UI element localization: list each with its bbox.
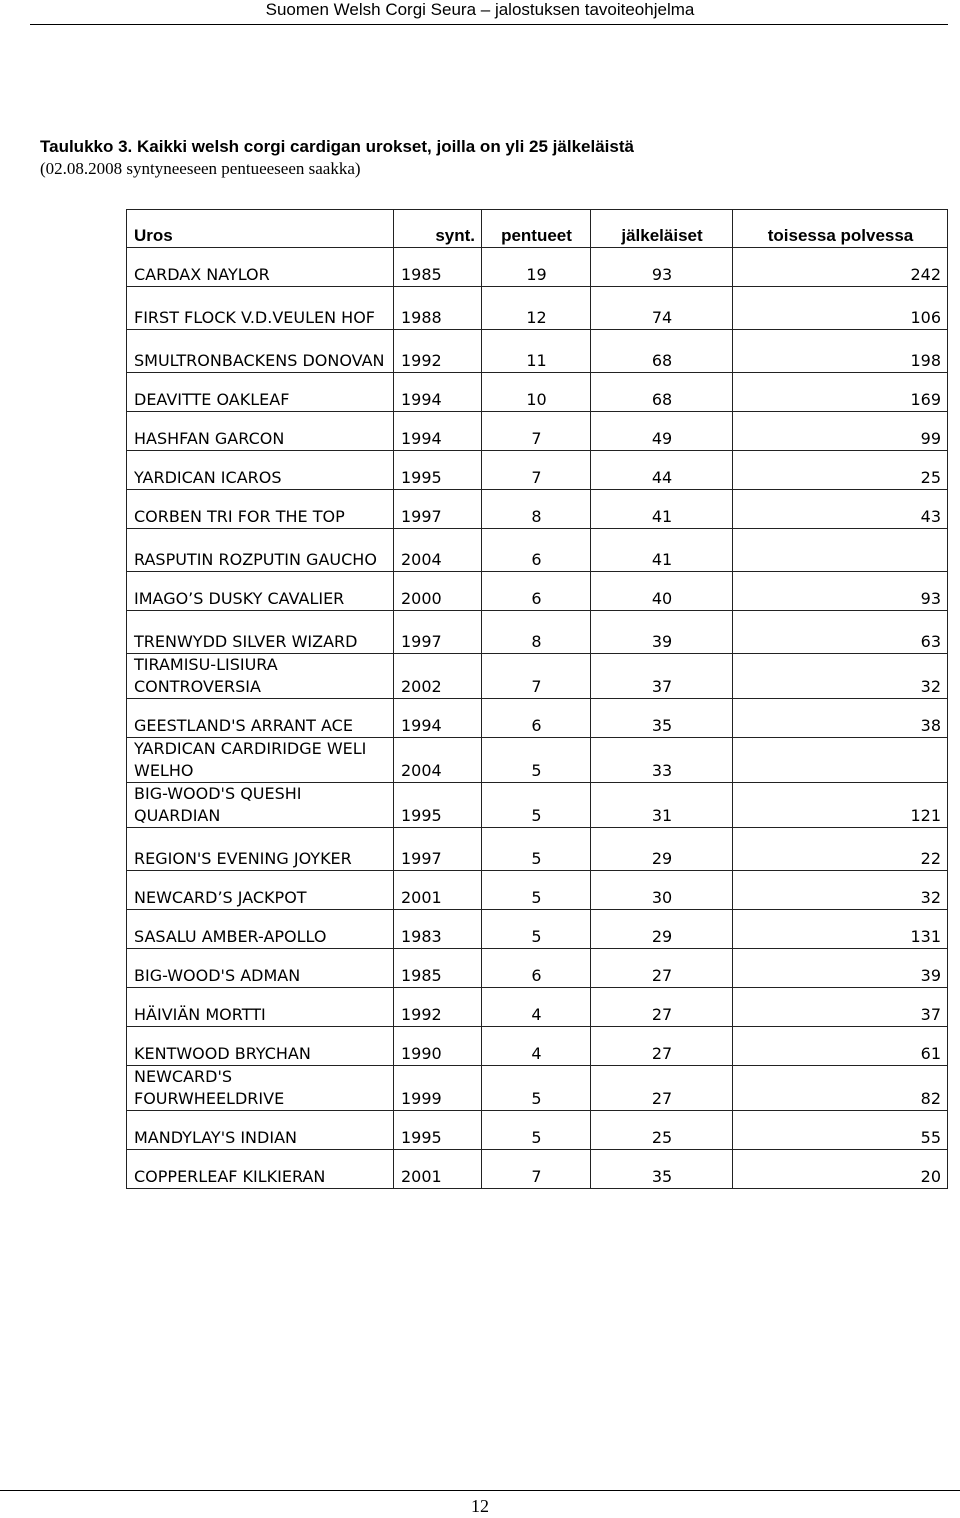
cell-synt: 2001 xyxy=(394,871,482,910)
cell-jalkelaiset: 40 xyxy=(591,572,733,611)
cell-synt: 1988 xyxy=(394,287,482,330)
cell-pentueet: 8 xyxy=(482,490,591,529)
header-toisessa-polvessa: toisessa polvessa xyxy=(733,210,948,248)
cell-uros: TIRAMISU-LISIURA CONTROVERSIA xyxy=(127,654,394,699)
cell-jalkelaiset: 33 xyxy=(591,738,733,783)
cell-toisessa-polvessa: 198 xyxy=(733,330,948,373)
cell-jalkelaiset: 37 xyxy=(591,654,733,699)
cell-synt: 1994 xyxy=(394,699,482,738)
cell-pentueet: 7 xyxy=(482,654,591,699)
cell-toisessa-polvessa: 20 xyxy=(733,1150,948,1189)
table-header-row xyxy=(127,210,948,248)
cell-jalkelaiset: 29 xyxy=(591,828,733,871)
cell-toisessa-polvessa: 25 xyxy=(733,451,948,490)
cell-uros: FIRST FLOCK V.D.VEULEN HOF xyxy=(127,287,394,330)
cell-toisessa-polvessa: 82 xyxy=(733,1066,948,1111)
cell-uros: TRENWYDD SILVER WIZARD xyxy=(127,611,394,654)
table-row xyxy=(127,330,948,373)
cell-uros: IMAGO’S DUSKY CAVALIER xyxy=(127,572,394,611)
cell-pentueet: 7 xyxy=(482,451,591,490)
cell-synt: 1992 xyxy=(394,330,482,373)
cell-toisessa-polvessa: 131 xyxy=(733,910,948,949)
cell-toisessa-polvessa: 37 xyxy=(733,988,948,1027)
header-synt: synt. xyxy=(394,210,482,248)
cell-synt: 1999 xyxy=(394,1066,482,1111)
table-row xyxy=(127,1066,948,1111)
cell-synt: 1994 xyxy=(394,373,482,412)
cell-toisessa-polvessa: 32 xyxy=(733,871,948,910)
cell-jalkelaiset: 68 xyxy=(591,330,733,373)
cell-synt: 1985 xyxy=(394,248,482,287)
cell-synt: 1992 xyxy=(394,988,482,1027)
cell-uros: CORBEN TRI FOR THE TOP xyxy=(127,490,394,529)
cell-toisessa-polvessa: 38 xyxy=(733,699,948,738)
cell-jalkelaiset: 35 xyxy=(591,1150,733,1189)
cell-uros: REGION'S EVENING JOYKER xyxy=(127,828,394,871)
header-pentueet: pentueet xyxy=(482,210,591,248)
cell-pentueet: 5 xyxy=(482,738,591,783)
table-row xyxy=(127,783,948,828)
cell-pentueet: 5 xyxy=(482,871,591,910)
cell-synt: 2004 xyxy=(394,529,482,572)
cell-jalkelaiset: 35 xyxy=(591,699,733,738)
cell-jalkelaiset: 41 xyxy=(591,490,733,529)
sires-table xyxy=(126,209,948,1189)
table-row xyxy=(127,910,948,949)
cell-uros: BIG-WOOD'S ADMAN xyxy=(127,949,394,988)
cell-uros: RASPUTIN ROZPUTIN GAUCHO xyxy=(127,529,394,572)
cell-synt: 1983 xyxy=(394,910,482,949)
footer-divider xyxy=(0,1490,960,1491)
cell-pentueet: 4 xyxy=(482,988,591,1027)
header-uros: Uros xyxy=(127,210,394,248)
cell-toisessa-polvessa: 169 xyxy=(733,373,948,412)
cell-pentueet: 4 xyxy=(482,1027,591,1066)
cell-jalkelaiset: 27 xyxy=(591,1066,733,1111)
table-row xyxy=(127,611,948,654)
cell-uros: KENTWOOD BRYCHAN xyxy=(127,1027,394,1066)
table-row xyxy=(127,287,948,330)
cell-jalkelaiset: 44 xyxy=(591,451,733,490)
cell-pentueet: 6 xyxy=(482,949,591,988)
cell-uros: YARDICAN CARDIRIDGE WELI WELHO xyxy=(127,738,394,783)
table-row xyxy=(127,988,948,1027)
cell-synt: 1994 xyxy=(394,412,482,451)
page-number: 12 xyxy=(471,1496,489,1516)
cell-pentueet: 10 xyxy=(482,373,591,412)
table-row xyxy=(127,1150,948,1189)
cell-synt: 1995 xyxy=(394,1111,482,1150)
caption-subtitle: (02.08.2008 syntyneeseen pentueeseen saakka) xyxy=(40,159,361,178)
header-jalkelaiset: jälkeläiset xyxy=(591,210,733,248)
cell-toisessa-polvessa xyxy=(733,529,948,572)
table-row xyxy=(127,699,948,738)
cell-pentueet: 5 xyxy=(482,783,591,828)
cell-toisessa-polvessa: 242 xyxy=(733,248,948,287)
table-row xyxy=(127,248,948,287)
cell-toisessa-polvessa: 55 xyxy=(733,1111,948,1150)
cell-pentueet: 6 xyxy=(482,572,591,611)
cell-uros: SMULTRONBACKENS DONOVAN xyxy=(127,330,394,373)
cell-synt: 2001 xyxy=(394,1150,482,1189)
cell-toisessa-polvessa xyxy=(733,738,948,783)
cell-uros: BIG-WOOD'S QUESHI QUARDIAN xyxy=(127,783,394,828)
cell-synt: 1997 xyxy=(394,828,482,871)
table-row xyxy=(127,529,948,572)
cell-uros: DEAVITTE OAKLEAF xyxy=(127,373,394,412)
cell-uros: MANDYLAY'S INDIAN xyxy=(127,1111,394,1150)
cell-uros: HASHFAN GARCON xyxy=(127,412,394,451)
table-row xyxy=(127,738,948,783)
cell-pentueet: 7 xyxy=(482,412,591,451)
cell-pentueet: 12 xyxy=(482,287,591,330)
cell-synt: 1985 xyxy=(394,949,482,988)
cell-pentueet: 5 xyxy=(482,1111,591,1150)
cell-uros: NEWCARD’S JACKPOT xyxy=(127,871,394,910)
table-row xyxy=(127,654,948,699)
cell-pentueet: 6 xyxy=(482,529,591,572)
cell-toisessa-polvessa: 121 xyxy=(733,783,948,828)
cell-uros: COPPERLEAF KILKIERAN xyxy=(127,1150,394,1189)
cell-pentueet: 5 xyxy=(482,1066,591,1111)
table-row xyxy=(127,1027,948,1066)
cell-jalkelaiset: 31 xyxy=(591,783,733,828)
cell-jalkelaiset: 27 xyxy=(591,949,733,988)
cell-synt: 1995 xyxy=(394,451,482,490)
cell-jalkelaiset: 30 xyxy=(591,871,733,910)
cell-synt: 1997 xyxy=(394,611,482,654)
cell-jalkelaiset: 49 xyxy=(591,412,733,451)
cell-jalkelaiset: 27 xyxy=(591,988,733,1027)
cell-uros: GEESTLAND'S ARRANT ACE xyxy=(127,699,394,738)
table-row xyxy=(127,451,948,490)
cell-synt: 2002 xyxy=(394,654,482,699)
table-row xyxy=(127,949,948,988)
page-header: Suomen Welsh Corgi Seura – jalostuksen tavoiteohjelma xyxy=(265,0,695,19)
cell-uros: NEWCARD'S FOURWHEELDRIVE xyxy=(127,1066,394,1111)
cell-pentueet: 7 xyxy=(482,1150,591,1189)
cell-synt: 1990 xyxy=(394,1027,482,1066)
cell-uros: YARDICAN ICAROS xyxy=(127,451,394,490)
cell-toisessa-polvessa: 39 xyxy=(733,949,948,988)
cell-toisessa-polvessa: 99 xyxy=(733,412,948,451)
cell-uros: HÄIVIÄN MORTTI xyxy=(127,988,394,1027)
caption-title: Taulukko 3. Kaikki welsh corgi cardigan urokset, joilla on yli 25 jälkeläistä xyxy=(40,137,634,156)
table-row xyxy=(127,373,948,412)
cell-pentueet: 5 xyxy=(482,910,591,949)
cell-synt: 1995 xyxy=(394,783,482,828)
cell-toisessa-polvessa: 43 xyxy=(733,490,948,529)
cell-toisessa-polvessa: 32 xyxy=(733,654,948,699)
cell-jalkelaiset: 25 xyxy=(591,1111,733,1150)
cell-toisessa-polvessa: 63 xyxy=(733,611,948,654)
table-row xyxy=(127,412,948,451)
cell-jalkelaiset: 93 xyxy=(591,248,733,287)
cell-pentueet: 8 xyxy=(482,611,591,654)
table-body xyxy=(127,248,948,1189)
cell-uros: SASALU AMBER-APOLLO xyxy=(127,910,394,949)
header-divider xyxy=(30,24,948,25)
cell-toisessa-polvessa: 61 xyxy=(733,1027,948,1066)
cell-pentueet: 19 xyxy=(482,248,591,287)
cell-jalkelaiset: 27 xyxy=(591,1027,733,1066)
cell-toisessa-polvessa: 106 xyxy=(733,287,948,330)
table-row xyxy=(127,871,948,910)
cell-synt: 2000 xyxy=(394,572,482,611)
table-row xyxy=(127,572,948,611)
table-row xyxy=(127,1111,948,1150)
cell-pentueet: 5 xyxy=(482,828,591,871)
cell-pentueet: 11 xyxy=(482,330,591,373)
cell-jalkelaiset: 68 xyxy=(591,373,733,412)
table-caption xyxy=(40,136,920,180)
cell-pentueet: 6 xyxy=(482,699,591,738)
cell-toisessa-polvessa: 93 xyxy=(733,572,948,611)
table-row xyxy=(127,490,948,529)
cell-synt: 2004 xyxy=(394,738,482,783)
cell-jalkelaiset: 74 xyxy=(591,287,733,330)
cell-jalkelaiset: 39 xyxy=(591,611,733,654)
cell-uros: CARDAX NAYLOR xyxy=(127,248,394,287)
cell-jalkelaiset: 41 xyxy=(591,529,733,572)
cell-synt: 1997 xyxy=(394,490,482,529)
cell-toisessa-polvessa: 22 xyxy=(733,828,948,871)
table-row xyxy=(127,828,948,871)
cell-jalkelaiset: 29 xyxy=(591,910,733,949)
